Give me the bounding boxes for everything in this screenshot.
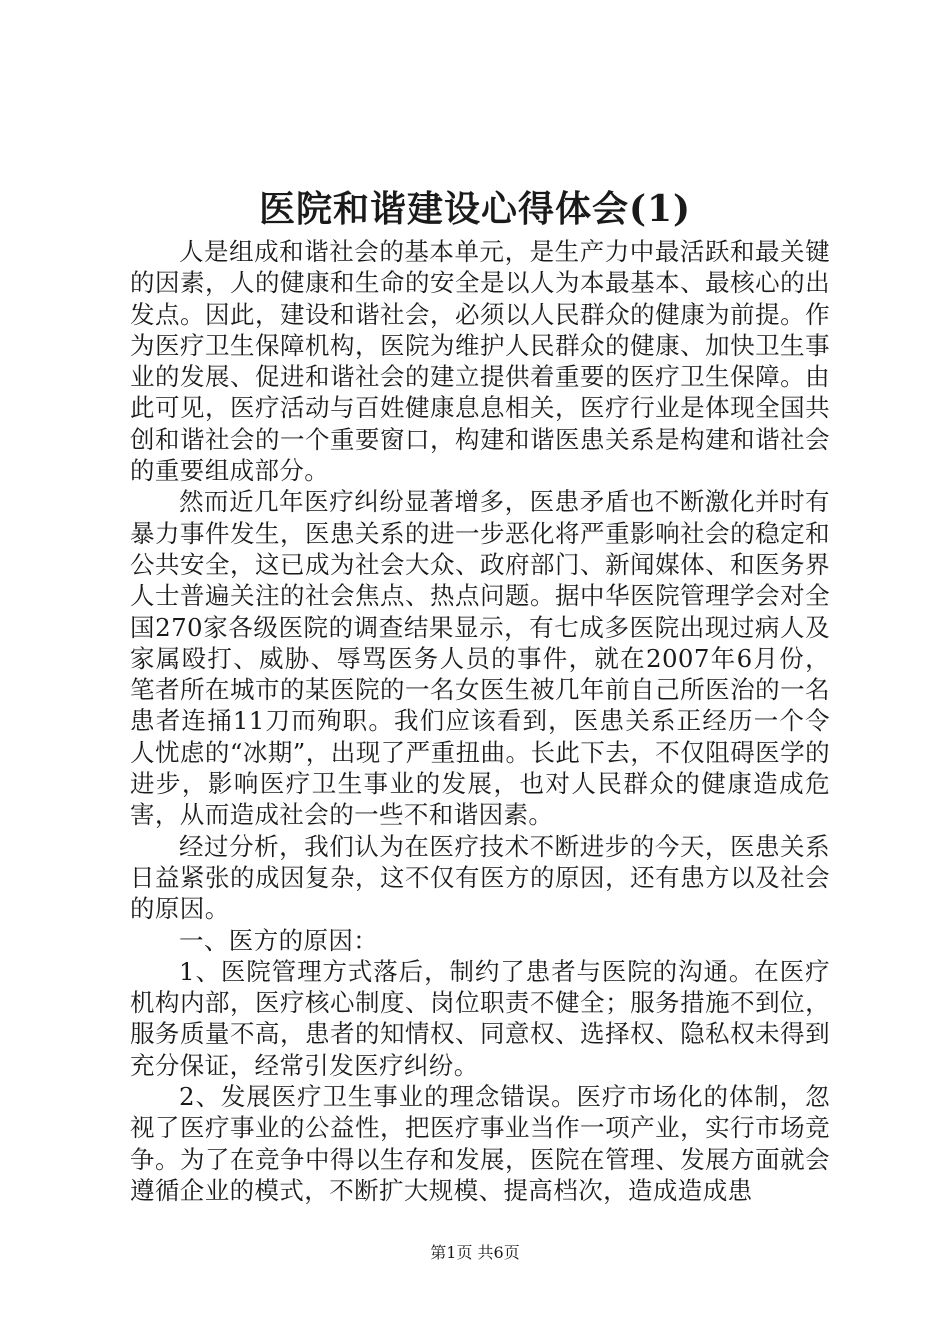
section-heading: 一、医方的原因： <box>179 925 379 955</box>
page-footer: 第1页 共6页 <box>430 1243 520 1262</box>
paragraph: 经过分析，我们认为在医疗技术不断进步的今天，医患关系日益紧张的成因复杂，这不仅有医方的原因，还有患方以及社会的原因。 <box>130 831 830 924</box>
paragraph: 1、医院管理方式落后，制约了患者与医院的沟通。在医疗机构内部，医疗核心制度、岗位职责不健全；服务措施不到位，服务质量不高，患者的知情权、同意权、选择权、隐私权未得到充分保证，经常引发医疗纠纷。 <box>130 956 830 1080</box>
document-body <box>130 236 830 1206</box>
paragraph: 然而近几年医疗纠纷显著增多，医患矛盾也不断激化并时有暴力事件发生，医患关系的进一步恶化将严重影响社会的稳定和公共安全，这已成为社会大众、政府部门、新闻媒体、和医务界人士普遍关注的社会焦点、热点问题。据中华医院管理学会对全国270家各级医院的调查结果显示，有七成多医院出现过病人及家属殴打、威胁、辱骂医务人员的事件，就在2007年6月份，笔者所在城市的某医院的一名女医生被几年前自己所医治的一名患者连捅11刀而殉职。我们应该看到，医患关系正经历一个令人忧虑的“冰期”，出现了严重扭曲。长此下去，不仅阻碍医学的进步，影响医疗卫生事业的发展，也对人民群众的健康造成危害，从而造成社会的一些不和谐因素。 <box>130 487 830 830</box>
paragraph: 2、发展医疗卫生事业的理念错误。医疗市场化的体制，忽视了医疗事业的公益性，把医疗事业当作一项产业，实行市场竞争。为了在竞争中得以生存和发展，医院在管理、发展方面就会遵循企业的模式，不断扩大规模、提高档次，造成造成患 <box>130 1082 830 1205</box>
paragraph: 人是组成和谐社会的基本单元，是生产力中最活跃和最关键的因素，人的健康和生命的安全是以人为本最基本、最核心的出发点。因此，建设和谐社会，必须以人民群众的健康为前提。作为医疗卫生保障机构，医院为维护人民群众的健康、加快卫生事业的发展、促进和谐社会的建立提供着重要的医疗卫生保障。由此可见，医疗活动与百姓健康息息相关，医疗行业是体现全国共创和谐社会的一个重要窗口，构建和谐医患关系是构建和谐社会的重要组成部分。 <box>130 237 830 486</box>
document-title: 医院和谐建设心得体会(1) <box>258 188 692 230</box>
